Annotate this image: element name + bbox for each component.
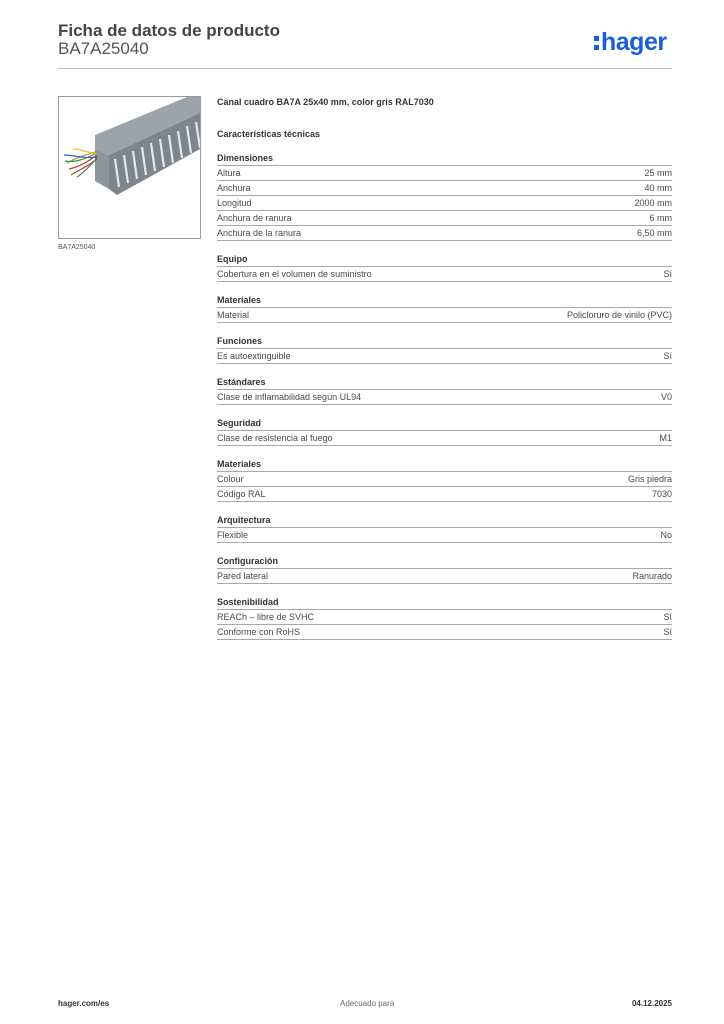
spec-value: No (660, 530, 672, 540)
spec-label: Código RAL (217, 489, 266, 499)
product-title: Canal cuadro BA7A 25x40 mm, color gris RAL7030 (217, 97, 434, 107)
spec-row (217, 267, 672, 282)
spec-row (217, 569, 672, 584)
spec-section (217, 417, 672, 446)
spec-row (217, 528, 672, 543)
spec-section (217, 555, 672, 584)
spec-label: Anchura de la ranura (217, 228, 302, 238)
section-title: Configuración (217, 555, 672, 569)
spec-row (217, 181, 672, 196)
product-image (58, 96, 201, 239)
section-title: Dimensiones (217, 152, 672, 166)
spec-label: Colour (217, 474, 244, 484)
spec-value: 7030 (651, 489, 672, 499)
spec-row (217, 487, 672, 502)
section-title: Equipo (217, 253, 672, 267)
spec-value: Gris piedra (627, 474, 672, 484)
section-title: Sostenibilidad (217, 596, 672, 610)
spec-row (217, 610, 672, 625)
spec-section (217, 152, 672, 241)
footer-suitable-for: Adecuado para (340, 999, 395, 1008)
spec-section (217, 514, 672, 543)
spec-value: Sí (663, 351, 672, 361)
colon-mark-icon (594, 35, 599, 52)
spec-label: Pared lateral (217, 571, 269, 581)
section-title: Arquitectura (217, 514, 672, 528)
spec-value: Policloruro de vinilo (PVC) (566, 310, 672, 320)
spec-section (217, 596, 672, 640)
header-divider (58, 68, 672, 69)
spec-sections (217, 152, 672, 640)
image-caption: BA7A25040 (58, 244, 96, 251)
spec-label: Conforme con RoHS (217, 627, 301, 637)
spec-value: M1 (659, 433, 672, 443)
spec-panel (217, 96, 672, 640)
spec-value: 25 mm (644, 168, 672, 178)
spec-value: 6,50 mm (636, 228, 672, 238)
spec-label: Altura (217, 168, 241, 178)
spec-row (217, 349, 672, 364)
spec-label: Es autoextinguible (217, 351, 291, 361)
spec-row (217, 226, 672, 241)
spec-label: Anchura de ranura (217, 213, 292, 223)
spec-row (217, 196, 672, 211)
spec-value: V0 (660, 392, 672, 402)
section-title: Estándares (217, 376, 672, 390)
spec-value: Sí (663, 269, 672, 279)
spec-row (217, 472, 672, 487)
section-title: Funciones (217, 335, 672, 349)
logo-text: hager (601, 28, 667, 56)
hager-logo (594, 29, 667, 55)
spec-value: 6 mm (649, 213, 672, 223)
spec-row (217, 625, 672, 640)
spec-section (217, 335, 672, 364)
spec-value: 40 mm (644, 183, 672, 193)
spec-row (217, 390, 672, 405)
spec-row (217, 166, 672, 181)
spec-value: 2000 mm (634, 198, 672, 208)
spec-label: Material (217, 310, 250, 320)
spec-label: Clase de inflamabilidad según UL94 (217, 392, 362, 402)
spec-value: Ranurado (632, 571, 672, 581)
spec-row (217, 431, 672, 446)
spec-label: Longitud (217, 198, 252, 208)
cable-duct-icon (59, 97, 200, 238)
spec-label: REACh – libre de SVHC (217, 612, 315, 622)
product-code: BA7A25040 (58, 39, 149, 58)
characteristics-title: Características técnicas (217, 129, 321, 139)
spec-label: Cobertura en el volumen de suministro (217, 269, 372, 279)
spec-section (217, 376, 672, 405)
spec-row (217, 308, 672, 323)
section-title: Materiales (217, 294, 672, 308)
spec-section (217, 294, 672, 323)
spec-value: Sí (663, 627, 672, 637)
spec-label: Flexible (217, 530, 249, 540)
spec-section (217, 458, 672, 502)
spec-label: Anchura (217, 183, 251, 193)
spec-row (217, 211, 672, 226)
spec-section (217, 253, 672, 282)
footer-website: hager.com/es (58, 999, 110, 1008)
footer-date: 04.12.2025 (631, 999, 672, 1008)
section-title: Materiales (217, 458, 672, 472)
spec-value: Sí (663, 612, 672, 622)
page-title: Ficha de datos de producto (58, 21, 280, 40)
section-title: Seguridad (217, 417, 672, 431)
spec-label: Clase de resistencia al fuego (217, 433, 333, 443)
